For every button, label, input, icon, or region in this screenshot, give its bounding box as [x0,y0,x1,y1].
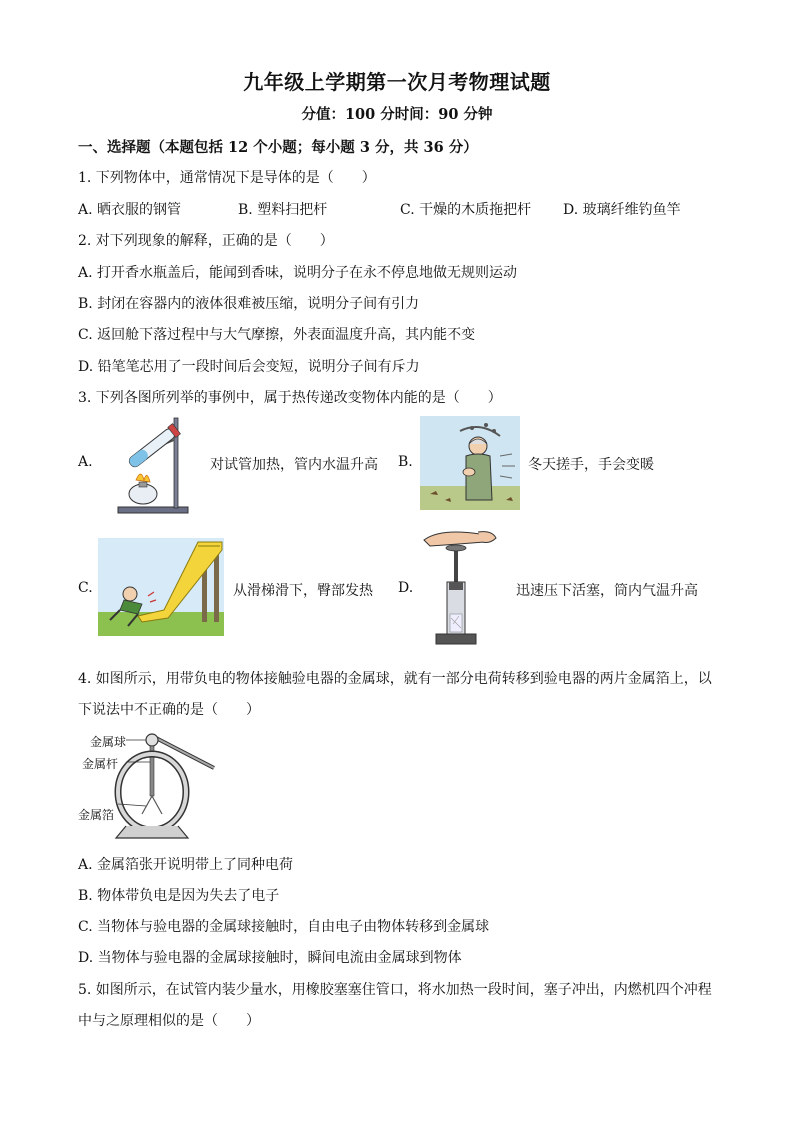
q3-option-d-caption: 迅速压下活塞，筒内气温升高 [516,583,698,599]
piston-cylinder-figure [420,518,500,650]
question-1-stem: 1. 下列物体中，通常情况下是导体的是（ ） [78,170,376,186]
label-metal-foil: 金属箔 [78,808,115,822]
question-3-stem: 3. 下列各图所列举的事例中，属于热传递改变物体内能的是（ ） [78,390,502,406]
q3-option-b-letter[interactable]: B. [398,454,413,470]
q1-option-a[interactable]: A. 晒衣服的钢管 [78,202,182,218]
question-2-stem: 2. 对下列现象的解释，正确的是（ ） [78,233,334,249]
q4-option-a[interactable]: A. 金属箔张开说明带上了同种电荷 [78,857,294,873]
q3-option-a-caption: 对试管加热，管内水温升高 [210,457,378,473]
q2-option-d[interactable]: D. 铅笔笔芯用了一段时间后会变短，说明分子间有斥力 [78,359,420,375]
q4-option-d[interactable]: D. 当物体与验电器的金属球接触时，瞬间电流由金属球到物体 [78,950,462,966]
q4-option-b[interactable]: B. 物体带负电是因为失去了电子 [78,888,280,904]
q2-option-c[interactable]: C. 返回舱下落过程中与大气摩擦，外表面温度升高，其内能不变 [78,327,476,343]
rubbing-hands-figure [420,416,520,510]
q1-option-d[interactable]: D. 玻璃纤维钓鱼竿 [563,202,681,218]
question-5-stem-line2: 中与之原理相似的是（ ） [78,1013,260,1029]
slide-figure [98,538,224,636]
section-heading: 一、选择题（本题包括 12 个小题；每小题 3 分，共 36 分） [78,139,478,156]
exam-title: 九年级上学期第一次月考物理试题 [243,70,551,94]
q4-option-c[interactable]: C. 当物体与验电器的金属球接触时，自由电子由物体转移到金属球 [78,919,490,935]
q3-option-d-letter[interactable]: D. [398,580,414,596]
q1-option-b[interactable]: B. 塑料扫把杆 [238,202,328,218]
test-tube-heating-figure [108,410,198,516]
q2-option-b[interactable]: B. 封闭在容器内的液体很难被压缩，说明分子间有引力 [78,296,420,312]
q2-option-a[interactable]: A. 打开香水瓶盖后，能闻到香味，说明分子在永不停息地做无规则运动 [78,265,518,281]
q1-option-c[interactable]: C. 干燥的木质拖把杆 [400,202,532,218]
q3-option-c-caption: 从滑梯滑下，臀部发热 [233,583,373,599]
label-metal-rod: 金属杆 [82,757,119,771]
q3-option-a-letter[interactable]: A. [78,454,93,470]
q3-option-b-caption: 冬天搓手，手会变暖 [528,457,654,473]
exam-subtitle: 分值：100 分时间：90 分钟 [301,106,493,123]
question-5-stem-line1: 5. 如图所示，在试管内装少量水，用橡胶塞塞住管口，将水加热一段时间，塞子冲出，内燃机四个冲程 [78,982,712,998]
question-4-stem-line1: 4. 如图所示，用带负电的物体接触验电器的金属球，就有一部分电荷转移到验电器的两片金属箔上，以 [78,671,712,687]
q3-option-c-letter[interactable]: C. [78,580,93,596]
label-metal-ball: 金属球 [90,735,127,749]
question-4-stem-line2: 下说法中不正确的是（ ） [78,702,260,718]
